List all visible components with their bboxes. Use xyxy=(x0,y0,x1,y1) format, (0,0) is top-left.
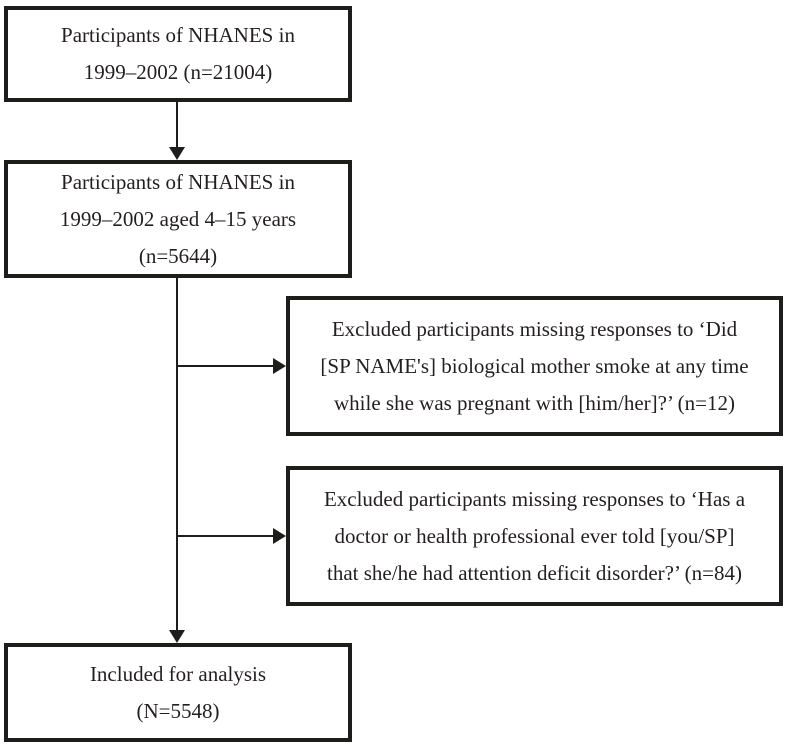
box-nhanes-aged xyxy=(4,160,352,278)
box-excluded-adhd xyxy=(286,466,783,606)
box-included xyxy=(4,643,352,742)
connector-line-aged-to-included xyxy=(176,278,178,630)
box-excluded-smoking-text: Excluded participants missing responses to ‘Did [SP NAME's] biological mother smoke at any time while she was pregnant with [him/her]?’ (n=12) xyxy=(320,316,749,415)
box-excluded-smoking xyxy=(286,296,783,436)
connector-line-to-excluded-smoking xyxy=(177,365,273,367)
arrowhead-right-icon xyxy=(273,358,286,374)
box-nhanes-all xyxy=(4,6,352,102)
box-nhanes-all-text: Participants of NHANES in 1999–2002 (n=21004) xyxy=(61,23,295,84)
box-nhanes-aged-text: Participants of NHANES in 1999–2002 aged 4–15 years (n=5644) xyxy=(59,169,297,268)
box-excluded-adhd-text: Excluded participants missing responses to ‘Has a doctor or health professional ever told [you/SP] that she/he had attention deficit disorder?’ (n=84) xyxy=(323,486,746,585)
arrowhead-down-icon xyxy=(169,147,185,160)
arrowhead-down-icon xyxy=(169,630,185,643)
connector-line-all-to-aged xyxy=(176,102,178,147)
arrowhead-right-icon xyxy=(273,528,286,544)
box-included-text: Included for analysis (N=5548) xyxy=(89,661,267,723)
connector-line-to-excluded-adhd xyxy=(177,535,273,537)
